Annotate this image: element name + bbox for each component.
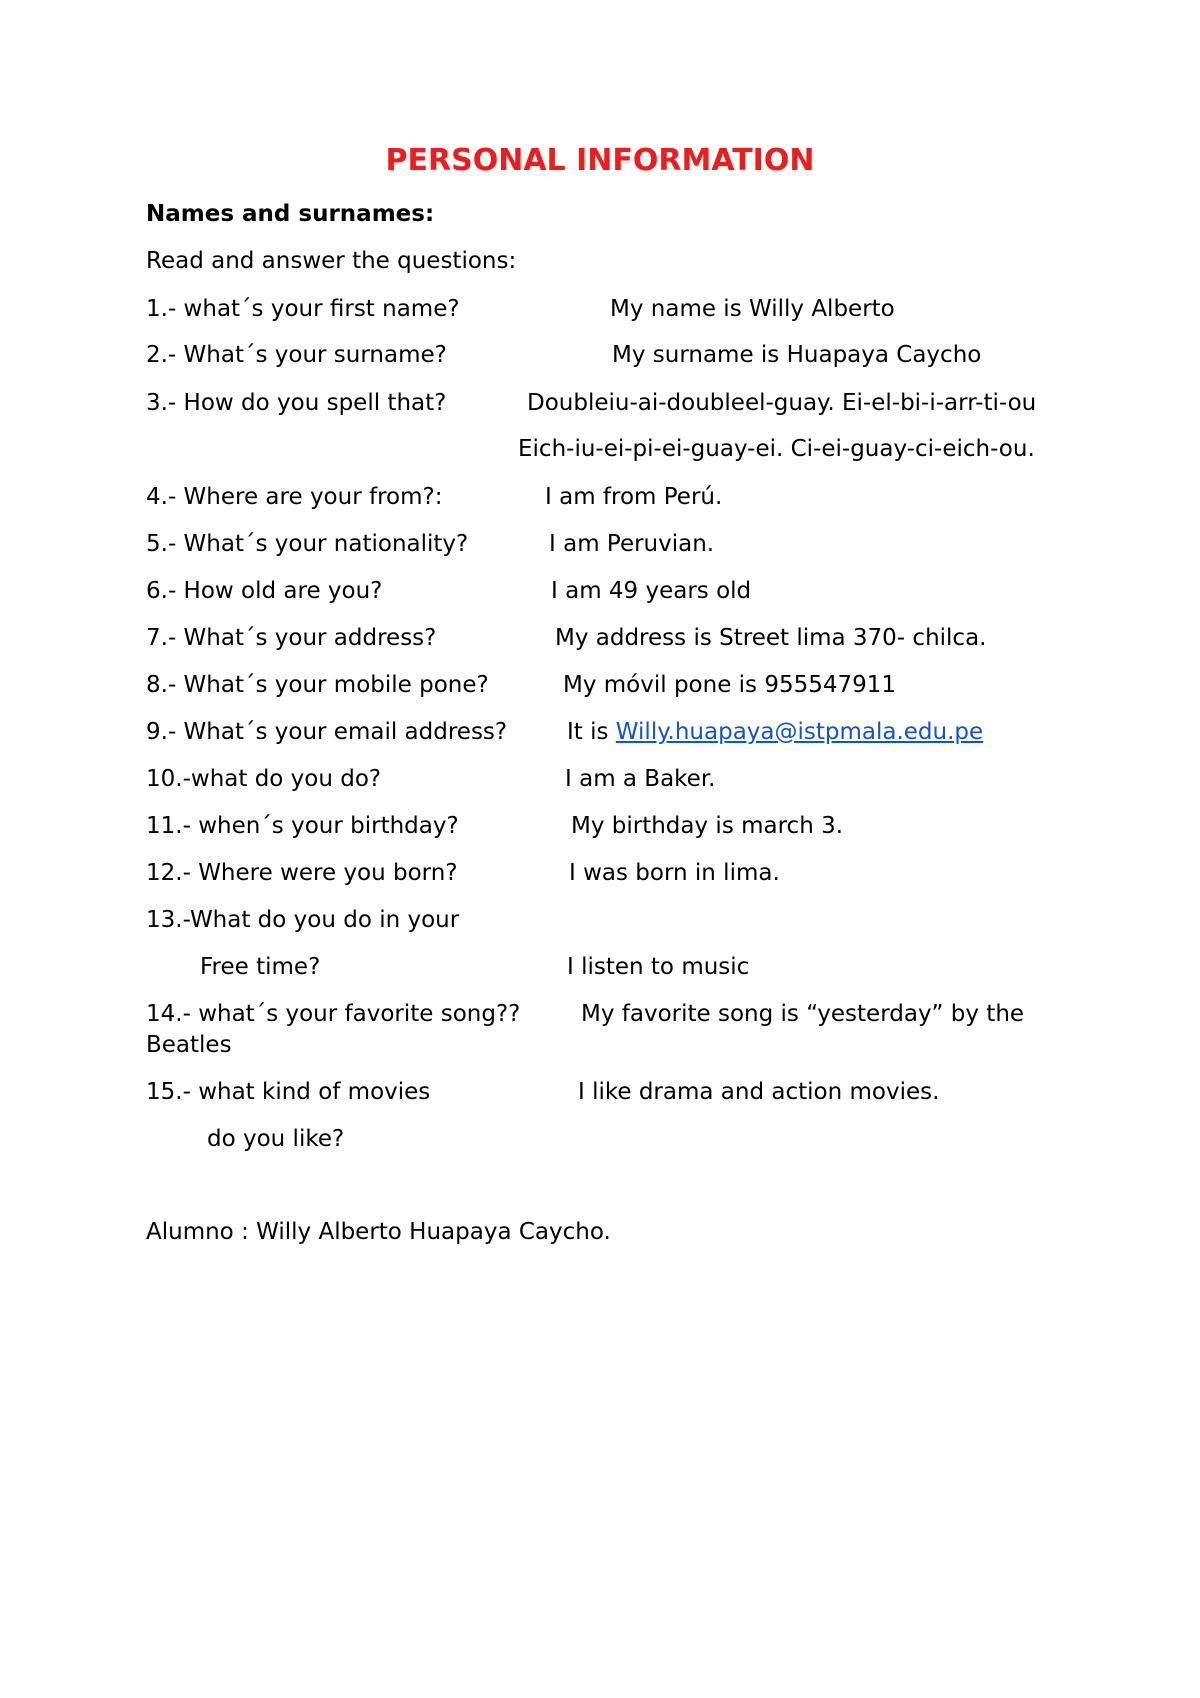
answer-1: My name is Willy Alberto [610, 296, 895, 322]
answer-14: My favorite song is “yesterday” by the [581, 1001, 1025, 1027]
question-2: 2.- What´s your surname? [146, 342, 447, 368]
answer-5: I am Peruvian. [549, 531, 715, 557]
page-title: PERSONAL INFORMATION [385, 143, 815, 178]
answer-3: Doubleiu-ai-doubleel-guay. Ei-el-bi-i-arr-ti-ou [527, 390, 1037, 416]
answer-15: I like drama and action movies. [578, 1079, 940, 1105]
question-4: 4.- Where are your from?: [146, 484, 443, 510]
answer-8: My móvil pone is 955547911 [563, 672, 897, 698]
names-label: Names and surnames: [146, 201, 435, 227]
answer-3-line2: Eich-iu-ei-pi-ei-guay-ei. Ci-ei-guay-ci-eich-ou. [518, 436, 1035, 462]
question-3: 3.- How do you spell that? [146, 390, 447, 416]
answer-2: My surname is Huapaya Caycho [612, 342, 982, 368]
question-15-line2: do you like? [207, 1126, 345, 1152]
answer-11: My birthday is march 3. [571, 813, 844, 839]
answer-4: I am from Perú. [545, 484, 723, 510]
question-12: 12.- Where were you born? [146, 860, 458, 886]
question-8: 8.- What´s your mobile pone? [146, 672, 489, 698]
question-1: 1.- what´s your first name? [146, 296, 460, 322]
answer-10: I am a Baker. [565, 766, 716, 792]
question-13-line2: Free time? [200, 954, 321, 980]
question-14-line2: Beatles [146, 1032, 232, 1058]
answer-9-prefix: It is [567, 719, 616, 745]
answer-13: I listen to music [567, 954, 750, 980]
question-9: 9.- What´s your email address? [146, 719, 508, 745]
question-7: 7.- What´s your address? [146, 625, 437, 651]
answer-12: I was born in lima. [569, 860, 780, 886]
question-6: 6.- How old are you? [146, 578, 383, 604]
question-10: 10.-what do you do? [146, 766, 382, 792]
instructions: Read and answer the questions: [146, 248, 517, 274]
question-5: 5.- What´s your nationality? [146, 531, 469, 557]
question-11: 11.- when´s your birthday? [146, 813, 459, 839]
question-15: 15.- what kind of movies [146, 1079, 431, 1105]
question-13: 13.-What do you do in your [146, 907, 460, 933]
answer-6: I am 49 years old [551, 578, 752, 604]
student-name: Alumno : Willy Alberto Huapaya Caycho. [146, 1219, 611, 1245]
answer-9 [567, 718, 983, 746]
email-link[interactable]: Willy.huapaya@istpmala.edu.pe [615, 719, 984, 745]
question-14: 14.- what´s your favorite song?? [146, 1001, 521, 1027]
answer-7: My address is Street lima 370- chilca. [555, 625, 987, 651]
